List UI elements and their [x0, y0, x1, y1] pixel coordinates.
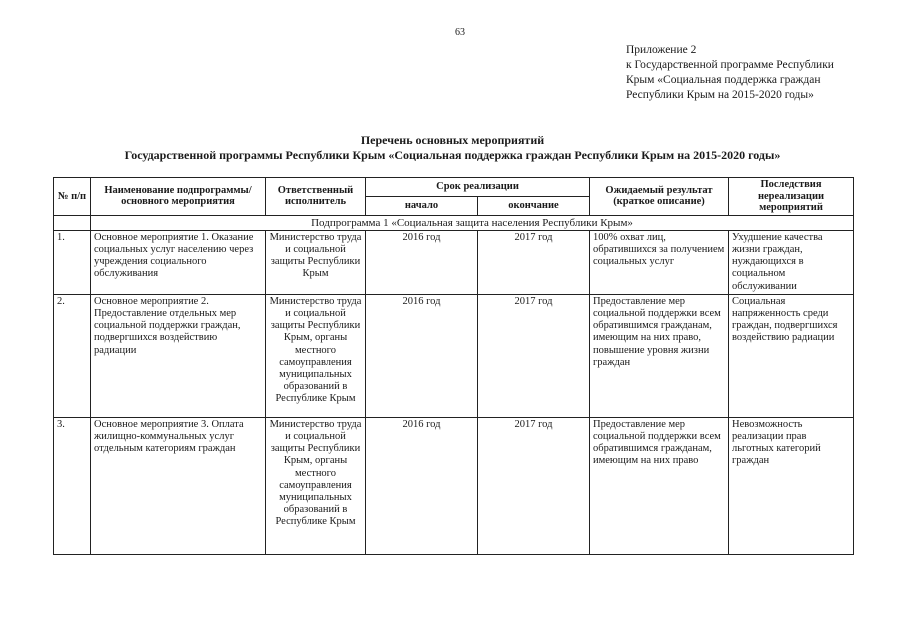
row-name: Основное мероприятие 3. Оплата жилищно-коммунальных услуг отдельным категориям граждан [91, 417, 266, 554]
row-consequences: Ухудшение качества жизни граждан, нуждающихся в социальном обслуживании [729, 230, 854, 294]
subprogram-num-cell [54, 215, 91, 230]
header-executor: Ответственный исполнитель [266, 178, 366, 216]
header-end: окончание [478, 196, 590, 215]
row-executor: Министерство труда и социальной защиты Республики Крым, органы местного самоуправления муниципальных образований в Республике Крым [266, 294, 366, 417]
title-line: Государственной программы Республики Крым «Социальная поддержка граждан Республики Крым на 2015-2020 годы» [124, 148, 781, 162]
appendix-note [626, 43, 834, 103]
row-start: 2016 год [366, 294, 478, 417]
row-end: 2017 год [478, 294, 590, 417]
subprogram-row [54, 215, 854, 230]
table-row [54, 230, 854, 294]
document-title [0, 133, 905, 163]
row-num: 2. [54, 294, 91, 417]
row-end: 2017 год [478, 230, 590, 294]
row-num: 3. [54, 417, 91, 554]
page-number: 63 [455, 27, 465, 38]
row-executor: Министерство труда и социальной защиты Республики Крым [266, 230, 366, 294]
header-result: Ожидаемый результат (краткое описание) [590, 178, 729, 216]
row-result: Предоставление мер социальной поддержки всем обратившимся гражданам, имеющим на них право [590, 417, 729, 554]
appendix-line: к Государственной программе Республики [626, 59, 834, 71]
appendix-line: Республики Крым на 2015-2020 годы» [626, 89, 814, 101]
header-period: Срок реализации [366, 178, 590, 197]
row-consequences: Социальная напряженность среди граждан, подвергшихся воздействию радиации [729, 294, 854, 417]
appendix-line: Приложение 2 [626, 44, 697, 56]
row-name: Основное мероприятие 2. Предоставление отдельных мер социальной поддержки граждан, подвергшихся воздействию радиации [91, 294, 266, 417]
header-num: № п/п [54, 178, 91, 216]
appendix-line: Крым «Социальная поддержка граждан [626, 74, 821, 86]
row-start: 2016 год [366, 230, 478, 294]
row-num: 1. [54, 230, 91, 294]
row-start: 2016 год [366, 417, 478, 554]
table-row [54, 417, 854, 554]
row-end: 2017 год [478, 417, 590, 554]
subprogram-title: Подпрограмма 1 «Социальная защита населения Республики Крым» [91, 215, 854, 230]
row-result: Предоставление мер социальной поддержки всем обратившимся гражданам, имеющим на них право, повышение уровня жизни граждан [590, 294, 729, 417]
header-name: Наименование подпрограммы/ основного мероприятия [91, 178, 266, 216]
header-consequences: Последствия нереализации мероприятий [729, 178, 854, 216]
row-name: Основное мероприятие 1. Оказание социальных услуг населению через учреждения социального обслуживания [91, 230, 266, 294]
table-row [54, 294, 854, 417]
table-header-row [54, 178, 854, 197]
row-result: 100% охват лиц, обратившихся за получением социальных услуг [590, 230, 729, 294]
header-start: начало [366, 196, 478, 215]
title-line: Перечень основных мероприятий [360, 133, 545, 147]
row-executor: Министерство труда и социальной защиты Республики Крым, органы местного самоуправления муниципальных образований в Республике Крым [266, 417, 366, 554]
measures-table [53, 177, 854, 555]
row-consequences: Невозможность реализации прав льготных категорий граждан [729, 417, 854, 554]
